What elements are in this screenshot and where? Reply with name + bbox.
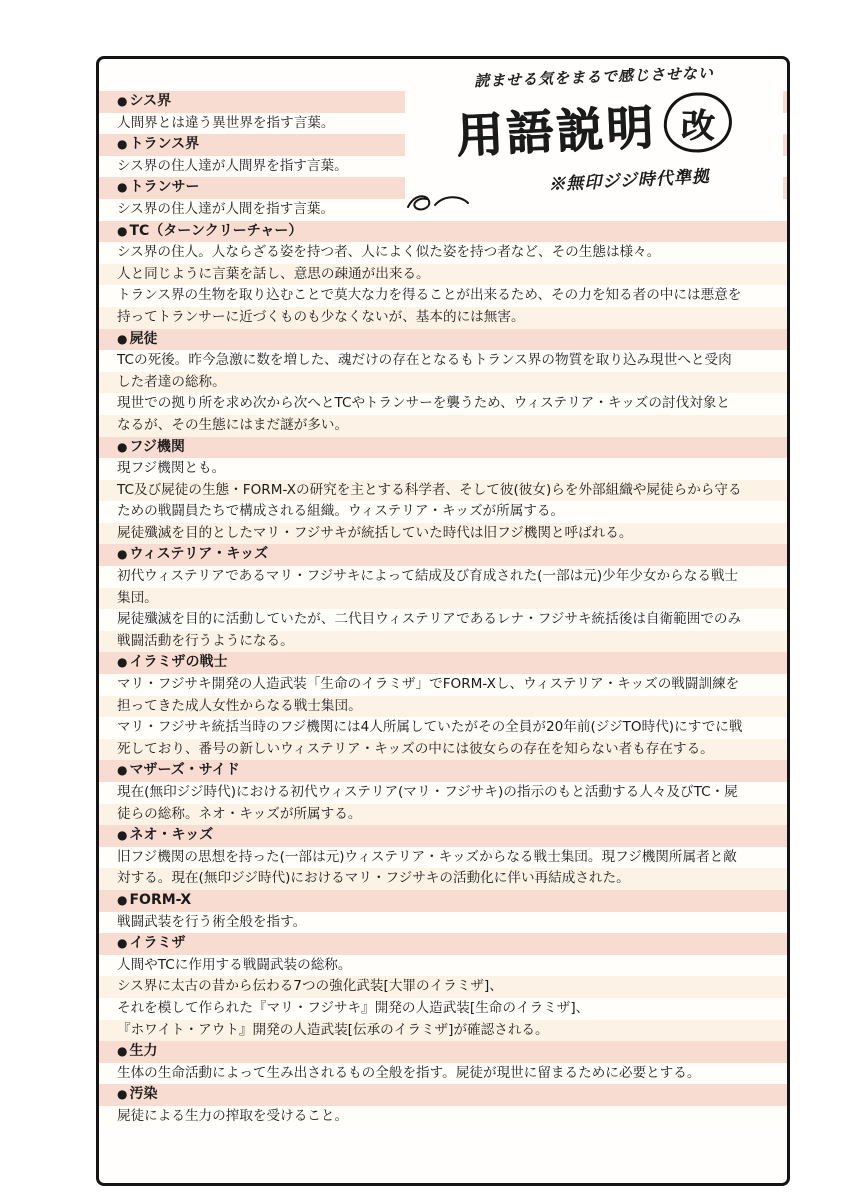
bullet-icon: ● bbox=[117, 936, 128, 951]
glossary-term-band bbox=[99, 890, 787, 912]
definition-line: 初代ウィステリアであるマリ・フジサキによって結成及び育成された(一部は元)少年少女からなる戦士 bbox=[99, 566, 787, 588]
term-label: 汚染 bbox=[129, 1086, 158, 1103]
definition-line: マリ・フジサキ統括当時のフジ機関には4人所属していたがその全員が20年前(ジジTO時代)にすでに戦 bbox=[99, 717, 787, 739]
bullet-icon: ● bbox=[117, 828, 128, 843]
page-frame bbox=[96, 56, 790, 1186]
term-label: トランス界 bbox=[129, 136, 200, 153]
glossary-term-band bbox=[99, 221, 787, 243]
term-label: フジ機関 bbox=[129, 438, 185, 455]
title-kai-bubble bbox=[663, 91, 733, 153]
bullet-icon: ● bbox=[117, 180, 128, 195]
definition-line: TC及び屍徒の生態・FORM-Xの研究を主とする科学者、そして彼(彼女)らを外部組織や屍徒らから守る bbox=[99, 480, 787, 502]
glossary-term-band bbox=[99, 1041, 787, 1063]
definition-line: シス界の住人達が人間を指す言葉。 bbox=[99, 199, 787, 221]
term-label: ウィステリア・キッズ bbox=[129, 546, 269, 563]
definition-line: トランス界の生物を取り込むことで莫大な力を得ることが出来るため、その力を知る者の中には悪意を bbox=[99, 285, 787, 307]
definition-line: 死しており、番号の新しいウィステリア・キッズの中には彼女らの存在を知らない者も存在する。 bbox=[99, 739, 787, 761]
bullet-icon: ● bbox=[117, 94, 128, 108]
definition-line: 徒らの総称。ネオ・キッズが所属する。 bbox=[99, 804, 787, 826]
definition-line: 現世での拠り所を求め次から次へとTCやトランサーを襲うため、ウィステリア・キッズの討伐対象と bbox=[99, 393, 787, 415]
bullet-icon: ● bbox=[117, 655, 128, 670]
bullet-icon: ● bbox=[117, 1087, 128, 1102]
definition-line: シス界に太古の昔から伝わる7つの強化武装[大罪のイラミザ]、 bbox=[99, 976, 787, 998]
bullet-icon: ● bbox=[117, 137, 128, 152]
bullet-icon: ● bbox=[117, 892, 128, 907]
definition-line: シス界の住人達が人間界を指す言葉。 bbox=[99, 156, 787, 178]
definition-line: 担ってきた成人女性からなる戦士集団。 bbox=[99, 696, 787, 718]
glossary-term-band bbox=[99, 933, 787, 955]
glossary-term-band bbox=[99, 329, 787, 351]
title-kai-text: 改 bbox=[680, 105, 716, 146]
glossary-term-band bbox=[99, 1084, 787, 1106]
term-label: シス界 bbox=[129, 93, 172, 109]
definition-line: 人間やTCに作用する戦闘武装の総称。 bbox=[99, 955, 787, 977]
bullet-icon: ● bbox=[117, 763, 128, 778]
term-label: FORM-X bbox=[129, 891, 192, 908]
page-title bbox=[404, 85, 785, 168]
bullet-icon: ● bbox=[117, 1044, 128, 1059]
definition-line: 集団。 bbox=[99, 588, 787, 610]
bullet-icon: ● bbox=[117, 547, 128, 562]
definition-line: 生体の生命活動によって生み出されるもの全般を指す。屍徒が現世に留まるために必要とする。 bbox=[99, 1063, 787, 1085]
bullet-icon: ● bbox=[117, 439, 128, 454]
definition-line: なるが、その生態にはまだ謎が多い。 bbox=[99, 415, 787, 437]
definition-line: 旧フジ機関の思想を持った(一部は元)ウィステリア・キッズからなる戦士集団。現フジ機関所属者と敵 bbox=[99, 847, 787, 869]
glossary-entry bbox=[99, 1084, 787, 1127]
definition-line: 持ってトランサーに近づくものも少なくないが、基本的には無害。 bbox=[99, 307, 787, 329]
glossary-entry bbox=[99, 1041, 787, 1084]
title-note: ※無印ジジ時代準拠 bbox=[547, 166, 711, 196]
definition-line: 屍徒殲滅を目的としたマリ・フジサキが統括していた時代は旧フジ機関と呼ばれる。 bbox=[99, 523, 787, 545]
glossary-entry bbox=[99, 437, 787, 545]
definition-line: TCの死後。昨今急激に数を増した、魂だけの存在となるもトランス界の物質を取り込み現世へと受肉 bbox=[99, 350, 787, 372]
definition-line: マリ・フジサキ開発の人造武装「生命のイラミザ」でFORM-Xし、ウィステリア・キッズの戦闘訓練を bbox=[99, 674, 787, 696]
page-title-text: 用語説明 bbox=[455, 100, 658, 164]
glossary-entry bbox=[99, 933, 787, 1041]
definition-line: それを模して作られた『マリ・フジサキ』開発の人造武装[生命のイラミザ]、 bbox=[99, 998, 787, 1020]
definition-line: 戦闘武装を行う術全般を指す。 bbox=[99, 912, 787, 934]
definition-line: 戦闘活動を行うようになる。 bbox=[99, 631, 787, 653]
term-label: ネオ・キッズ bbox=[129, 827, 214, 844]
glossary-term-band bbox=[99, 825, 787, 847]
definition-line: ための戦闘員たちで構成される組織。ウィステリア・キッズが所属する。 bbox=[99, 501, 787, 523]
definition-line: 人間界とは違う異世界を指す言葉。 bbox=[99, 113, 787, 135]
title-block bbox=[405, 62, 783, 220]
definition-line: 屍徒殲滅を目的に活動していたが、二代目ウィステリアであるレナ・フジサキ統括後は自衛範囲でのみ bbox=[99, 609, 787, 631]
bullet-icon: ● bbox=[117, 223, 128, 238]
definition-line: 屍徒による生力の搾取を受けること。 bbox=[99, 1106, 787, 1128]
cloud-scribble-icon bbox=[405, 190, 471, 214]
glossary-term-band bbox=[99, 652, 787, 674]
glossary-entry bbox=[99, 544, 787, 652]
definition-line: 人と同じように言葉を話し、意思の疎通が出来る。 bbox=[99, 264, 787, 286]
term-label: TC（ターンクリーチャー） bbox=[129, 222, 303, 239]
glossary-term-band bbox=[99, 760, 787, 782]
glossary-term-band bbox=[99, 437, 787, 459]
glossary-entry bbox=[99, 652, 787, 760]
definition-line: シス界の住人。人ならざる姿を持つ者、人によく似た姿を持つ者など、その生態は様々。 bbox=[99, 242, 787, 264]
term-label: 屍徒 bbox=[129, 330, 158, 347]
glossary-list bbox=[99, 91, 787, 1128]
glossary-entry bbox=[99, 760, 787, 825]
bullet-icon: ● bbox=[117, 331, 128, 346]
title-annotation: 読ませる気をまるで感じさせない bbox=[473, 63, 715, 91]
definition-line: 『ホワイト・アウト』開発の人造武装[伝承のイラミザ]が確認される。 bbox=[99, 1020, 787, 1042]
glossary-term-band bbox=[99, 544, 787, 566]
term-label: マザーズ・サイド bbox=[129, 762, 240, 779]
term-label: 生力 bbox=[129, 1043, 158, 1060]
glossary-entry bbox=[99, 221, 787, 329]
term-label: イラミザの戦士 bbox=[129, 654, 228, 671]
definition-line: 現在(無印ジジ時代)における初代ウィステリア(マリ・フジサキ)の指示のもと活動する人々及びTC・屍 bbox=[99, 782, 787, 804]
definition-line: した者達の総称。 bbox=[99, 372, 787, 394]
glossary-entry bbox=[99, 825, 787, 890]
definition-line: 対する。現在(無印ジジ時代)におけるマリ・フジサキの活動化に伴い再結成された。 bbox=[99, 868, 787, 890]
term-label: イラミザ bbox=[129, 935, 186, 952]
definition-line: 現フジ機関とも。 bbox=[99, 458, 787, 480]
glossary-entry bbox=[99, 890, 787, 933]
term-label: トランサー bbox=[129, 179, 200, 196]
glossary-entry bbox=[99, 329, 787, 437]
